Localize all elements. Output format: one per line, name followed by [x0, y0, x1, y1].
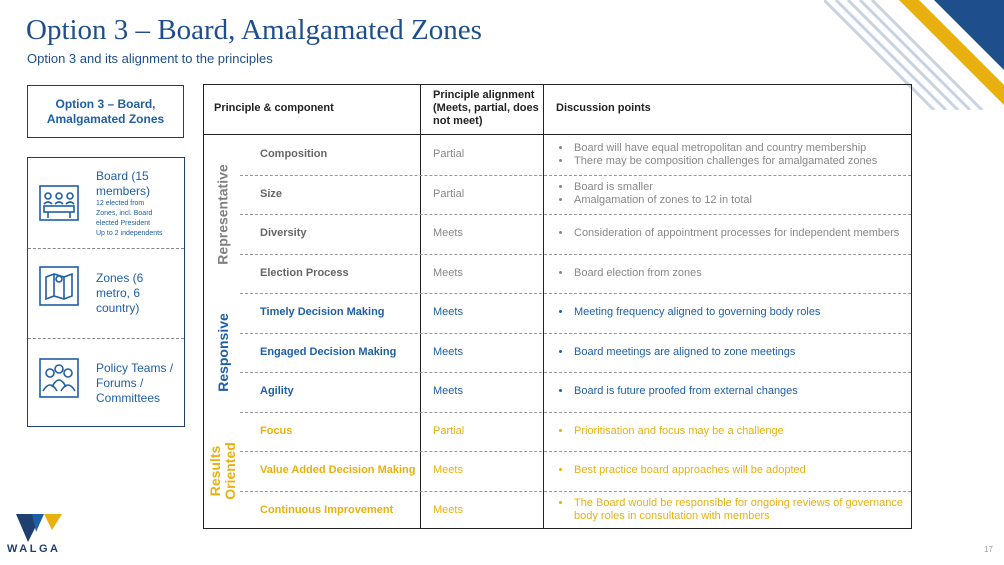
table-row — [204, 135, 911, 175]
table-row — [204, 333, 911, 373]
board-meeting-icon — [38, 182, 80, 224]
row-component: Continuous Improvement — [260, 503, 394, 516]
discussion-point: • Board election from zones — [572, 267, 702, 280]
structure-item-board — [28, 166, 184, 246]
walga-logo-text: WALGA — [7, 543, 61, 555]
row-alignment: Meets — [433, 345, 463, 358]
page-number: 17 — [984, 545, 993, 554]
map-icon — [38, 265, 80, 307]
table-row — [204, 214, 911, 254]
row-alignment: Partial — [433, 148, 465, 161]
row-alignment: Meets — [433, 385, 463, 398]
row-discussion — [556, 372, 912, 412]
structure-board-detail-3: elected President — [96, 220, 151, 227]
discussion-point: • Board is future proofed from external changes — [572, 385, 798, 398]
discussion-point: • Amalgamation of zones to 12 in total — [572, 194, 752, 207]
discussion-point: • Consideration of appointment processes for independent members — [572, 227, 899, 240]
structure-board-title: Board (15 members) — [96, 169, 151, 198]
option-label-box: Option 3 – Board, Amalgamated Zones — [27, 85, 184, 138]
structure-policy-teams-title: Policy Teams / Forums / Committees — [96, 361, 174, 405]
row-alignment: Meets — [433, 503, 463, 516]
discussion-point: • The Board would be responsible for ongoing reviews of governance body roles in consultation with members — [572, 497, 912, 523]
group-label-text: Results Oriented — [207, 441, 238, 500]
row-component: Diversity — [260, 227, 307, 240]
table-row — [204, 372, 911, 412]
row-component: Engaged Decision Making — [260, 345, 397, 358]
row-component: Composition — [260, 148, 328, 161]
table-row — [204, 254, 911, 294]
row-alignment: Meets — [433, 306, 463, 319]
row-discussion — [556, 491, 912, 531]
structure-zones-title: Zones (6 metro, 6 country) — [96, 271, 144, 315]
principles-table — [203, 84, 912, 529]
row-alignment: Meets — [433, 464, 463, 477]
page-title: Option 3 – Board, Amalgamated Zones — [26, 14, 482, 46]
table-row — [204, 412, 911, 452]
structure-divider — [28, 248, 184, 249]
page-subtitle: Option 3 and its alignment to the principles — [27, 51, 273, 66]
discussion-point: • Meeting frequency aligned to governing body roles — [572, 306, 820, 319]
structure-divider — [28, 338, 184, 339]
structure-board-detail-4: Up to 2 independents — [96, 230, 163, 237]
row-discussion — [556, 214, 912, 254]
row-discussion — [556, 254, 912, 294]
structure-panel — [27, 157, 185, 427]
group-label-text: Representative — [214, 163, 231, 265]
structure-board-detail-2: Zones, incl. Board — [96, 210, 153, 217]
discussion-point: • Board is smaller — [572, 181, 752, 194]
row-discussion — [556, 333, 912, 373]
discussion-point: • Prioritisation and focus may be a challenge — [572, 425, 784, 438]
structure-board-detail-1: 12 elected from — [96, 200, 145, 207]
structure-item-zones — [28, 253, 184, 333]
discussion-point: • Best practice board approaches will be adopted — [572, 464, 806, 477]
table-row — [204, 293, 911, 333]
team-icon — [38, 357, 80, 399]
row-component: Size — [260, 187, 283, 200]
table-row — [204, 451, 911, 491]
row-alignment: Meets — [433, 227, 463, 240]
row-component: Election Process — [260, 266, 349, 279]
structure-item-policy-teams — [28, 343, 184, 423]
header-alignment: Principle alignment (Meets, partial, does not meet) — [433, 89, 539, 127]
row-component: Focus — [260, 424, 293, 437]
row-alignment: Meets — [433, 266, 463, 279]
header-principle: Principle & component — [214, 102, 334, 114]
table-row — [204, 491, 911, 531]
row-alignment: Partial — [433, 424, 465, 437]
row-discussion — [556, 412, 912, 452]
row-alignment: Partial — [433, 187, 465, 200]
row-component: Agility — [260, 385, 294, 398]
row-discussion — [556, 175, 912, 215]
group-label-text: Responsive — [214, 312, 231, 392]
discussion-point: • There may be composition challenges for amalgamated zones — [572, 155, 877, 168]
table-row — [204, 175, 911, 215]
discussion-point: • Board will have equal metropolitan and country membership — [572, 142, 877, 155]
header-discussion: Discussion points — [556, 102, 651, 114]
discussion-point: • Board meetings are aligned to zone meetings — [572, 346, 795, 359]
row-component: Timely Decision Making — [260, 306, 385, 319]
row-discussion — [556, 293, 912, 333]
row-discussion — [556, 451, 912, 491]
row-component: Value Added Decision Making — [260, 464, 416, 477]
row-discussion — [556, 135, 912, 175]
